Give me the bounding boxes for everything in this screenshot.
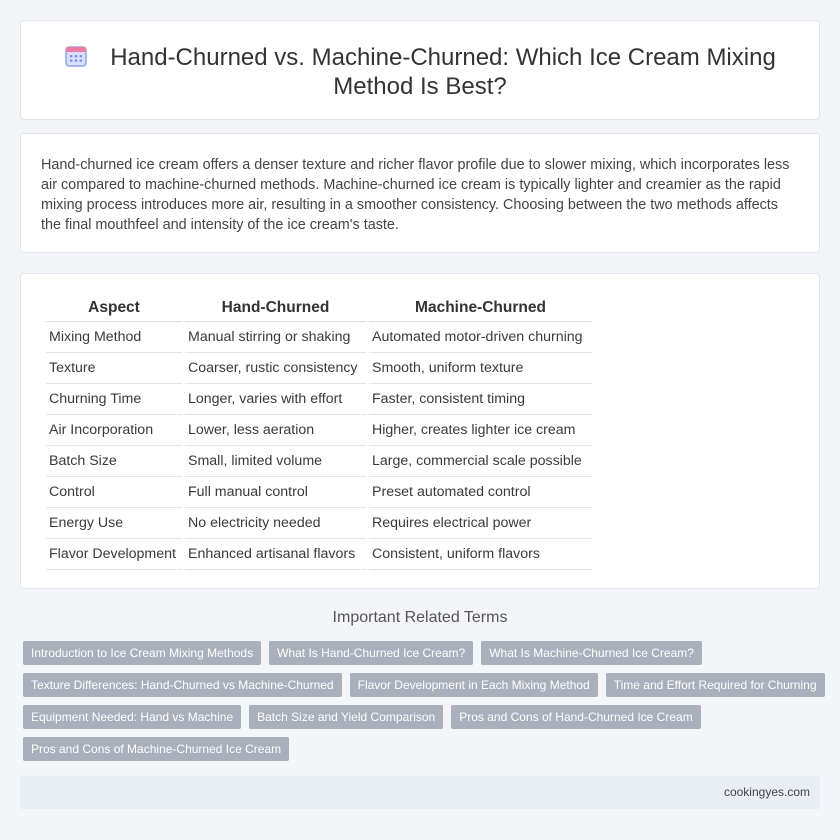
tag-link[interactable]: Flavor Development in Each Mixing Method [350, 673, 598, 697]
tag-row [23, 705, 823, 729]
related-terms-title: Important Related Terms [332, 609, 508, 626]
cell-hand: Longer, varies with effort [185, 384, 366, 415]
table-row [46, 539, 592, 570]
tag-link[interactable]: Pros and Cons of Machine-Churned Ice Cream [23, 737, 289, 761]
calendar-icon [64, 44, 88, 68]
header-hand-churned: Hand-Churned [185, 295, 366, 322]
tag-link[interactable]: Equipment Needed: Hand vs Machine [23, 705, 241, 729]
tag-link[interactable]: What Is Machine-Churned Ice Cream? [481, 641, 702, 665]
cell-machine: Smooth, uniform texture [369, 353, 592, 384]
page-title: Hand-Churned vs. Machine-Churned: Which Ice Cream Mixing Method Is Best? [110, 44, 776, 100]
tag-link[interactable]: Pros and Cons of Hand-Churned Ice Cream [451, 705, 700, 729]
table-row [46, 477, 592, 508]
cell-machine: Consistent, uniform flavors [369, 539, 592, 570]
cell-aspect: Flavor Development [46, 539, 182, 570]
cell-hand: No electricity needed [185, 508, 366, 539]
cell-aspect: Texture [46, 353, 182, 384]
related-terms-tags [23, 641, 823, 769]
comparison-card [20, 273, 820, 589]
intro-paragraph: Hand-churned ice cream offers a denser texture and richer flavor profile due to slower mixing, which incorporates less air compared to machine-churned methods. Machine-churned ice cream is typically lighter and creamier as the rapid mixing process introduces more air, resulting in a smoother consistency. Choosing between the two methods affects the final mouthfeel and intensity of the ice cream's taste. [41, 157, 790, 233]
comparison-table [43, 295, 595, 570]
cell-aspect: Control [46, 477, 182, 508]
table-row [46, 353, 592, 384]
header-aspect: Aspect [46, 295, 182, 322]
tag-link[interactable]: What Is Hand-Churned Ice Cream? [269, 641, 473, 665]
cell-hand: Coarser, rustic consistency [185, 353, 366, 384]
cell-hand: Lower, less aeration [185, 415, 366, 446]
table-row [46, 446, 592, 477]
cell-hand: Manual stirring or shaking [185, 322, 366, 353]
header-card [20, 20, 820, 120]
table-row [46, 415, 592, 446]
table-row [46, 322, 592, 353]
tag-row [23, 737, 823, 761]
tag-link[interactable]: Introduction to Ice Cream Mixing Methods [23, 641, 261, 665]
cell-hand: Full manual control [185, 477, 366, 508]
cell-machine: Large, commercial scale possible [369, 446, 592, 477]
tag-row [23, 641, 823, 665]
table-header-row [46, 295, 592, 322]
cell-aspect: Air Incorporation [46, 415, 182, 446]
table-row [46, 508, 592, 539]
tag-link[interactable]: Batch Size and Yield Comparison [249, 705, 443, 729]
cell-hand: Enhanced artisanal flavors [185, 539, 366, 570]
cell-aspect: Mixing Method [46, 322, 182, 353]
tag-link[interactable]: Texture Differences: Hand-Churned vs Machine-Churned [23, 673, 342, 697]
cell-machine: Automated motor-driven churning [369, 322, 592, 353]
cell-aspect: Churning Time [46, 384, 182, 415]
cell-machine: Requires electrical power [369, 508, 592, 539]
page-title-wrap [21, 43, 819, 101]
intro-card [20, 133, 820, 253]
cell-aspect: Energy Use [46, 508, 182, 539]
cell-hand: Small, limited volume [185, 446, 366, 477]
cell-machine: Preset automated control [369, 477, 592, 508]
table-row [46, 384, 592, 415]
header-machine-churned: Machine-Churned [369, 295, 592, 322]
tag-row [23, 673, 823, 697]
tag-link[interactable]: Time and Effort Required for Churning [606, 673, 825, 697]
cell-machine: Faster, consistent timing [369, 384, 592, 415]
footer [20, 776, 820, 809]
cell-machine: Higher, creates lighter ice cream [369, 415, 592, 446]
footer-site-link[interactable]: cookingyes.com [723, 785, 810, 799]
cell-aspect: Batch Size [46, 446, 182, 477]
